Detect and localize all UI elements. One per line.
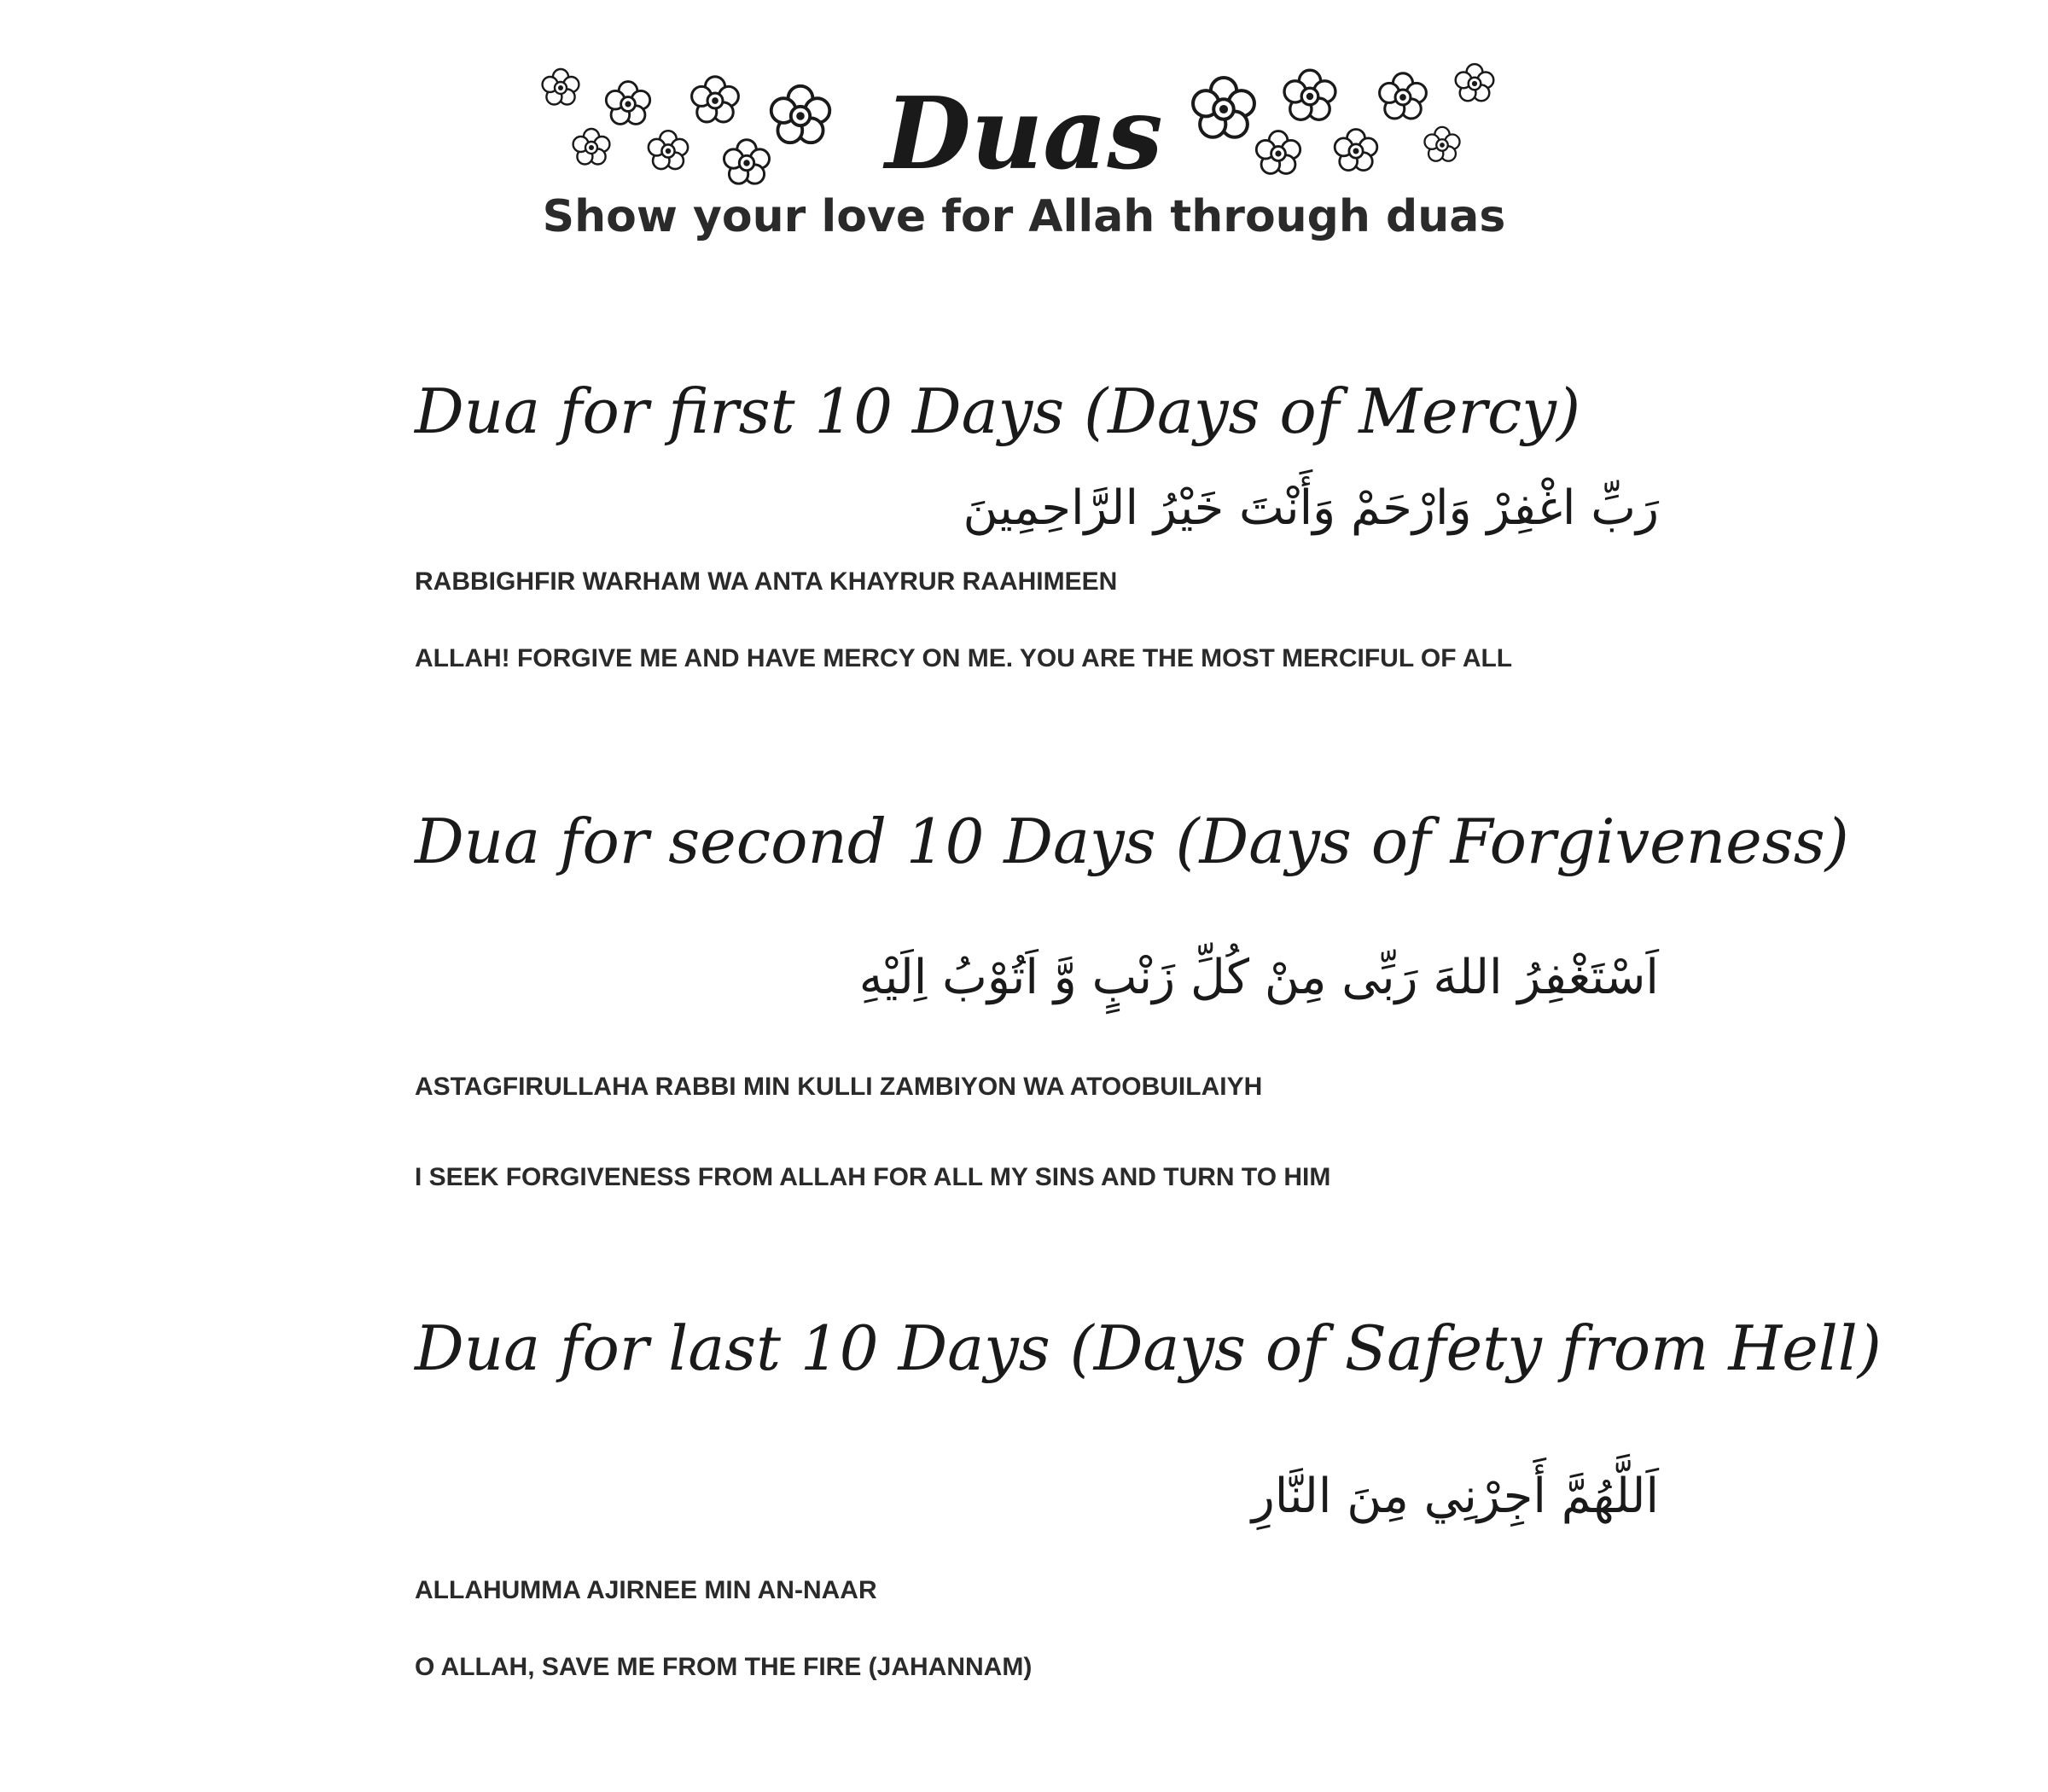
dua-heading: Dua for first 10 Days (Days of Mercy)	[415, 375, 1581, 447]
flower-icon	[688, 73, 742, 128]
dua-heading: Dua for last 10 Days (Days of Safety from Hell)	[415, 1312, 1882, 1384]
dua-translation: I SEEK FORGIVENESS FROM ALLAH FOR ALL MY SINS AND TURN TO HIM	[415, 1163, 1331, 1191]
flower-icon	[720, 137, 773, 189]
flower-icon	[1376, 70, 1430, 125]
page-subtitle: Show your love for Allah through duas	[542, 191, 1506, 242]
flower-icon	[1331, 126, 1381, 176]
dua-arabic-text: اَللَّهُمَّ أَجِرْنِي مِنَ النَّارِ	[1251, 1469, 1659, 1524]
page-title: Duas	[885, 76, 1163, 192]
flower-icon	[602, 79, 654, 130]
flower-icon	[570, 126, 613, 169]
dua-transliteration: RABBIGHFIR WARHAM WA ANTA KHAYRUR RAAHIMEEN	[415, 567, 1118, 596]
dua-arabic-text: اَسْتَغْفِرُ اللهَ رَبِّى مِنْ كُلِّ زَنْبٍ وَّ اَتُوْبُ اِلَيْهِ	[858, 950, 1659, 1005]
dua-transliteration: ASTAGFIRULLAHA RABBI MIN KULLI ZAMBIYON WA ATOOBUILAIYH	[415, 1073, 1263, 1101]
dua-translation: ALLAH! FORGIVE ME AND HAVE MERCY ON ME. YOU ARE THE MOST MERCIFUL OF ALL	[415, 644, 1513, 672]
flower-icon	[1188, 73, 1260, 145]
flower-icon	[645, 128, 691, 174]
flower-icon	[1280, 67, 1340, 126]
flower-icon	[539, 67, 582, 109]
dua-heading: Dua for second 10 Days (Days of Forgiveness)	[415, 806, 1849, 877]
flower-icon	[766, 82, 835, 150]
flower-icon	[1253, 128, 1304, 179]
dua-transliteration: ALLAHUMMA AJIRNEE MIN AN-NAAR	[415, 1576, 877, 1604]
dua-arabic-text: رَبِّ اغْفِرْ وَارْحَمْ وَأَنْتَ خَيْرُ الرَّاحِمِينَ	[963, 480, 1659, 536]
flower-icon	[1422, 125, 1463, 166]
flower-icon	[1452, 61, 1497, 106]
dua-translation: O ALLAH, SAVE ME FROM THE FIRE (JAHANNAM)	[415, 1653, 1033, 1681]
